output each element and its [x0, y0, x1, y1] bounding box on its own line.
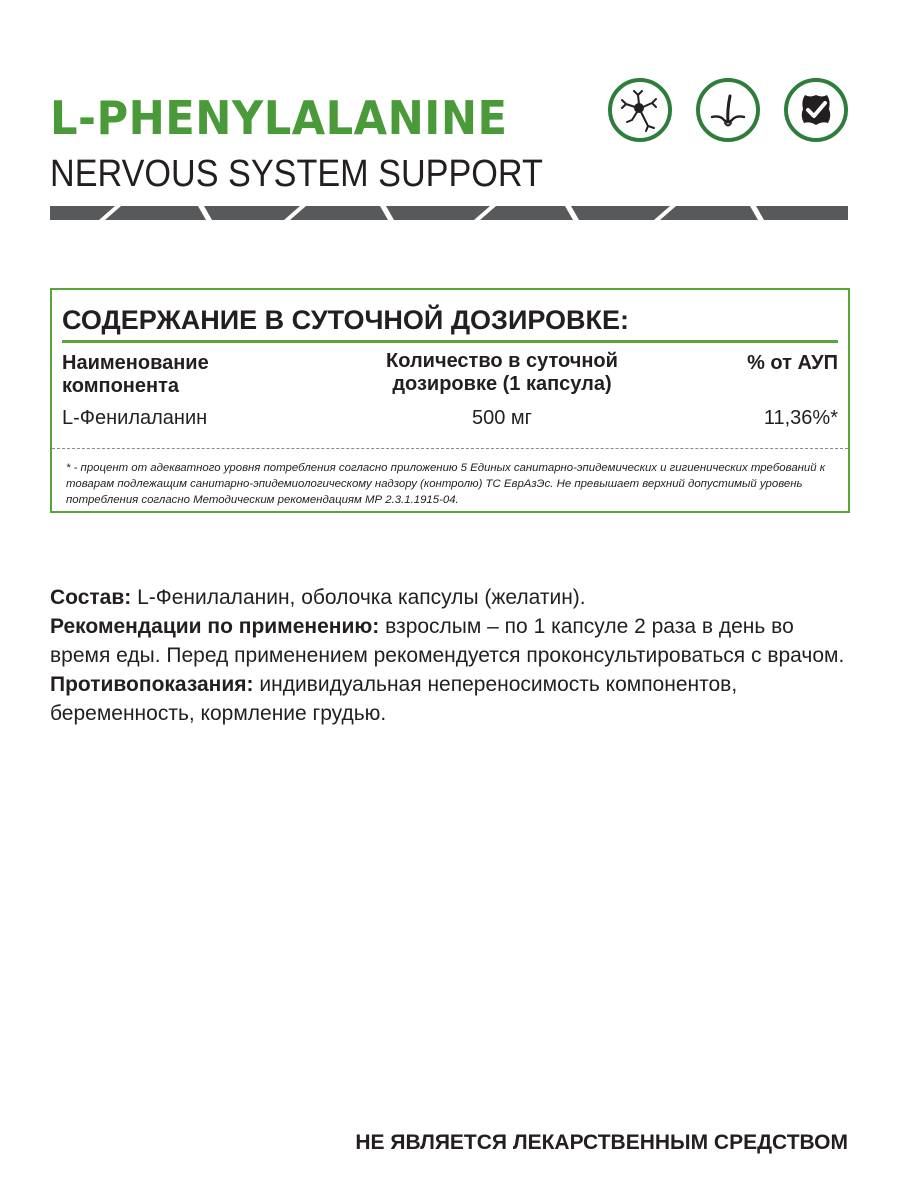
- neuron-icon: [608, 78, 672, 142]
- usage-text: взрослым – по 1 капсуле 2 раза в день во время еды. Перед применением рекомендуется проконсультироваться с врачом.: [50, 615, 845, 667]
- column-header-percent: % от АУП: [747, 352, 838, 374]
- hair-follicle-icon: [696, 78, 760, 142]
- column-header-name: Наименование компонента: [62, 352, 209, 397]
- row-amount: 500 мг: [472, 407, 532, 429]
- heading-divider: [62, 340, 838, 343]
- row-percent: 11,36%*: [763, 407, 838, 429]
- product-subtitle: NERVOUS SYSTEM SUPPORT: [50, 153, 543, 195]
- contraindications-label: Противопоказания:: [50, 673, 254, 696]
- column-header-amount: Количество в суточной дозировке (1 капсула): [386, 350, 618, 395]
- usage-label: Рекомендации по применению:: [50, 615, 380, 638]
- leather-check-icon: [784, 78, 848, 142]
- table-heading: СОДЕРЖАНИЕ В СУТОЧНОЙ ДОЗИРОВКЕ:: [62, 305, 630, 335]
- footnote-divider: [52, 448, 848, 449]
- composition-text: L-Фенилаланин, оболочка капсулы (желатин).: [137, 586, 586, 609]
- product-title: L-PHENYLALANINE: [50, 91, 508, 145]
- table-footnote: * - процент от адекватного уровня потребления согласно приложению 5 Единых санитарно-эпидемических и гигиенических требований к товарам подлежащим санитарно-эпидемиологическому надзору (контролю) ТС ЕврАзЭс. Не превышает верхний допустимый уровень потребления согласно Методическим рекомендациям МР 2.3.1.1915-04.: [66, 462, 826, 506]
- row-component-name: L-Фенилаланин: [62, 407, 208, 429]
- product-info: [50, 583, 850, 728]
- usage-paragraph: [50, 612, 850, 670]
- composition-paragraph: [50, 583, 850, 612]
- contraindications-text: индивидуальная непереносимость компонентов, беременность, кормление грудью.: [50, 673, 738, 725]
- not-a-medicine-disclaimer: НЕ ЯВЛЯЕТСЯ ЛЕКАРСТВЕННЫМ СРЕДСТВОМ: [355, 1131, 848, 1154]
- composition-label: Состав:: [50, 586, 132, 609]
- decorative-stripe-bar: [50, 206, 848, 220]
- daily-dosage-table: [50, 288, 850, 513]
- contraindications-paragraph: [50, 670, 850, 728]
